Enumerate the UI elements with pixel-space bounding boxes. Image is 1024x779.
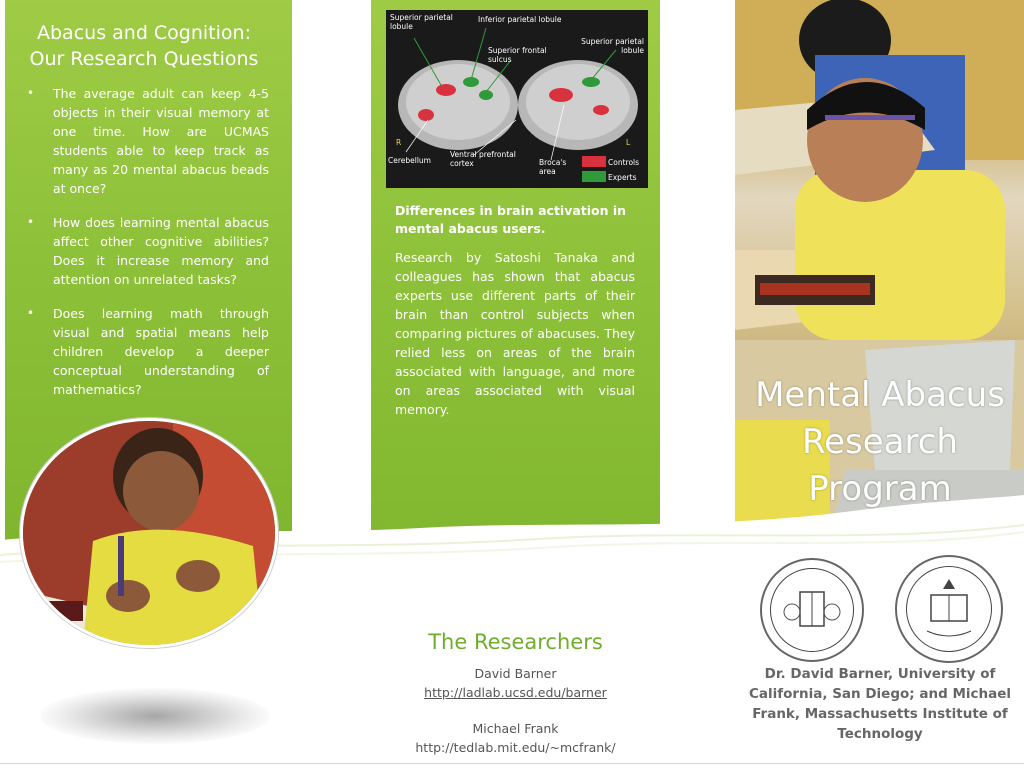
legend-controls-swatch xyxy=(582,156,606,167)
r-marker: R xyxy=(396,138,402,147)
question-item: • How does learning mental abacus affect other cognitive abilities? Does it increase memory and attention on unrelated tasks? xyxy=(25,213,269,289)
label-superior-frontal: Superior frontal sulcus xyxy=(488,46,547,64)
researcher-name-frank: Michael Frank xyxy=(472,721,559,736)
researcher-url-frank: http://tedlab.mit.edu/~mcfrank/ xyxy=(415,740,616,755)
researchers-title: The Researchers xyxy=(428,630,603,654)
researcher-url-barner[interactable] xyxy=(371,685,660,700)
page-bottom-divider xyxy=(0,763,1024,764)
mit-seal-icon xyxy=(760,558,864,662)
brain-research-body: Research by Satoshi Tanaka and colleagues has shown that abacus experts use different parts of their brain than control subjects when comparing pictures of abacuses. They relied less on areas of the brain associated with language, and more on areas associated with visual memory. xyxy=(395,250,635,417)
label-superior-parietal-right: Superior parietal lobule xyxy=(581,37,644,55)
photo-shadow xyxy=(40,688,270,744)
label-superior-parietal: Superior parietal lobule xyxy=(390,13,453,31)
research-questions-title xyxy=(24,20,264,72)
researcher-name-barner: David Barner xyxy=(474,666,557,681)
l-marker: L xyxy=(626,138,631,147)
label-inferior-parietal: Inferior parietal lobule xyxy=(478,15,562,24)
legend-experts-swatch xyxy=(582,171,606,182)
legend-controls-label: Controls xyxy=(608,158,640,167)
brain-research-heading: Differences in brain activation in mental abacus users. xyxy=(395,203,627,236)
program-title-line-2: Research xyxy=(802,422,958,462)
researcher-credit: Dr. David Barner, University of California, San Diego; and Michael Frank, Massachusetts Institute of Technology xyxy=(748,666,1012,742)
ucsd-seal-icon xyxy=(895,555,1003,663)
question-item: • Does learning math through visual and spatial means help children develop a deeper conceptual understanding of mathematics? xyxy=(25,304,269,399)
program-title-line-1: Mental Abacus xyxy=(755,375,1005,415)
label-ventral-prefrontal: Ventral prefrontal cortex xyxy=(450,150,516,168)
question-list xyxy=(25,84,269,414)
program-title-line-3: Program xyxy=(808,469,952,509)
student-photo xyxy=(20,418,278,648)
program-title xyxy=(745,372,1015,513)
legend-experts-label: Experts xyxy=(608,173,637,182)
title-line-1: Abacus and Cognition: xyxy=(37,22,251,44)
title-line-2: Our Research Questions xyxy=(29,48,259,70)
brain-activation-figure xyxy=(386,10,648,188)
barner-link[interactable]: http://ladlab.ucsd.edu/barner xyxy=(424,685,607,700)
question-item: • The average adult can keep 4-5 objects in their visual memory at one time. How are UCMAS students able to keep track as many as 20 mental abacus beads at once? xyxy=(25,84,269,198)
label-brocas-area: Broca's area xyxy=(539,158,567,176)
label-cerebellum: Cerebellum xyxy=(388,156,431,165)
